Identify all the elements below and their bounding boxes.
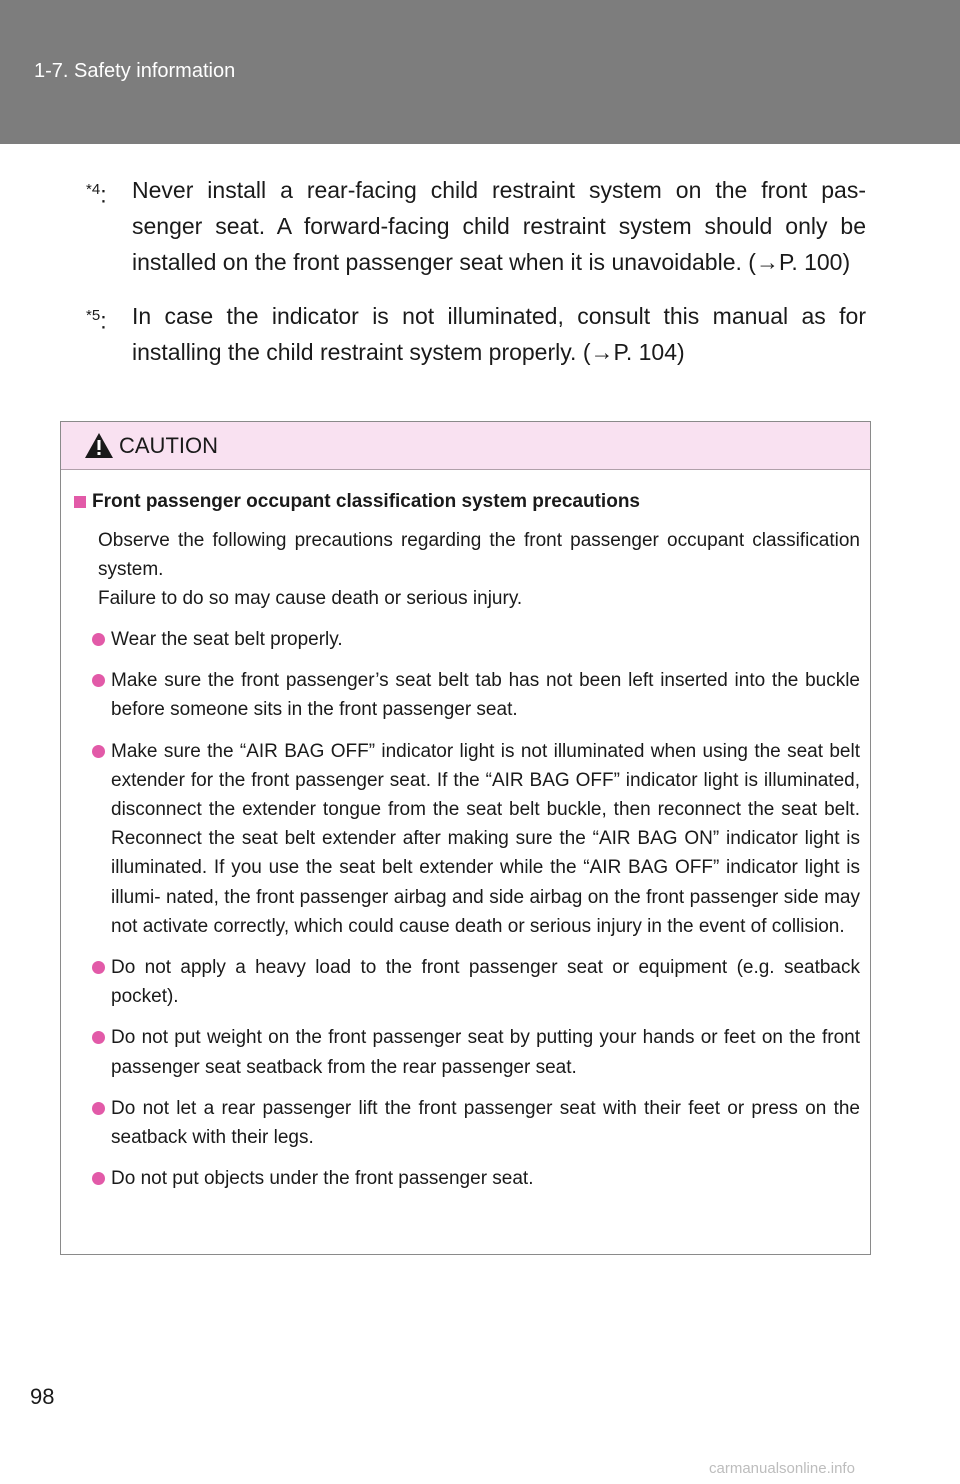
caution-label: CAUTION <box>119 433 218 458</box>
round-bullet-icon <box>92 961 105 974</box>
list-item: Do not let a rear passenger lift the front passenger seat with their feet or press on the seatback with their legs. <box>74 1094 860 1152</box>
caution-intro <box>74 526 860 613</box>
footnotes <box>86 172 866 388</box>
list-item: Make sure the “AIR BAG OFF” indicator light is not illuminated when using the seat belt extender for the front passenger seat. If the “AIR BAG OFF” indicator light is illuminated, disconnect the extender tongue from the seat belt buckle, then reconnect the seat belt. Reconnect the seat belt extender after making sure the “AIR BAG ON” indicator light is illuminated. If you use the seat belt extender while the “AIR BAG OFF” indicator light is illumi- nated, the front passenger airbag and side airbag on the front passenger side may not activate correctly, which could cause death or serious injury in the event of collision. <box>74 737 860 941</box>
footnote-4 <box>86 172 866 280</box>
caution-body <box>61 470 870 1193</box>
list-item: Wear the seat belt properly. <box>74 625 860 654</box>
square-bullet-icon <box>74 496 86 508</box>
watermark: carmanualsonline.info <box>709 1460 855 1477</box>
caution-heading-text: Front passenger occupant classification system precautions <box>92 491 640 512</box>
caution-heading <box>74 488 860 516</box>
caution-header <box>61 422 870 470</box>
list-item: Make sure the front passenger’s seat belt tab has not been left inserted into the buckle before someone sits in the front passenger seat. <box>74 666 860 724</box>
footnote-text: Never install a rear-facing child restraint system on the front pas- senger seat. A forward-facing child restraint system should only be installed on the front passenger seat when it is unavoidable. (→P. 100) <box>132 177 866 275</box>
round-bullet-icon <box>92 633 105 646</box>
round-bullet-icon <box>92 674 105 687</box>
footnote-text: In case the indicator is not illuminated, consult this manual as for installing the child restraint system properly. (→P. 104) <box>132 303 866 365</box>
round-bullet-icon <box>92 1172 105 1185</box>
round-bullet-icon <box>92 745 105 758</box>
page-number: 98 <box>30 1384 55 1409</box>
footnote-mark: $^{*4}$: <box>86 181 107 208</box>
page-header <box>0 0 960 144</box>
footnote-mark: $^{*5}$: <box>86 307 107 334</box>
caution-intro-line: Observe the following precautions regarding the front passenger occupant classification system. <box>98 530 860 580</box>
list-item: Do not put objects under the front passenger seat. <box>74 1164 860 1193</box>
round-bullet-icon <box>92 1102 105 1115</box>
caution-box <box>60 421 871 1255</box>
footnote-5 <box>86 298 866 370</box>
warning-triangle-icon <box>84 432 114 464</box>
list-item: Do not apply a heavy load to the front passenger seat or equipment (e.g. seatback pocket). <box>74 953 860 1011</box>
list-item: Do not put weight on the front passenger seat by putting your hands or feet on the front passenger seat seatback from the rear passenger seat. <box>74 1023 860 1081</box>
section-title: 1-7. Safety information <box>34 60 236 82</box>
caution-intro-line: Failure to do so may cause death or serious injury. <box>98 588 523 609</box>
round-bullet-icon <box>92 1031 105 1044</box>
